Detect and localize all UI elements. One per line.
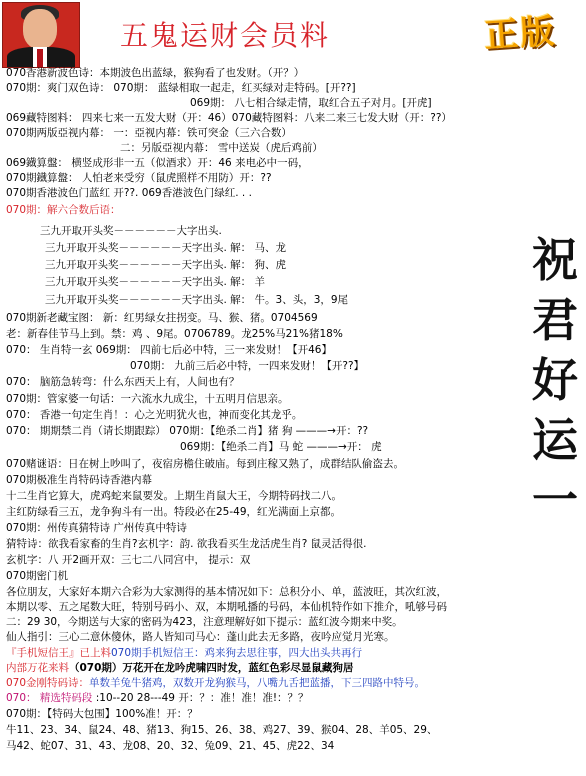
text-line: 069藏特图料： 四来七来一五发大财（开：46）070藏特图料：八来二来三七发大财（开：??）	[6, 112, 452, 124]
text-line: 二：另版亞视内幕： 雪中送炭（虎后鸡前）	[120, 142, 323, 154]
text-line: 三九开取开头奖－－－－－－大字出头.	[40, 225, 222, 237]
text-line: 各位朋友，大家好本期六合彩为大家测得的基本情况如下：总积分小、单，蓝波旺，其次红波，	[6, 586, 447, 598]
text-line: 三九开取开头奖－－－－－－天字出头. 解： 牛。3、头，3，9尾	[45, 294, 349, 306]
text-line: 070期密门机	[6, 570, 69, 582]
text-line-prefix: 070： 精选特码段	[6, 692, 93, 704]
text-line: 070： 生肖特一玄 069期： 四前七后必中特，三一来发财！【开46】	[6, 344, 332, 356]
text-line: 070期： 九前三后必中特，一四来发财！【开??】	[130, 360, 365, 372]
text-line: 070期：【特码大包围】100%准！开：？	[6, 708, 198, 720]
text-line: 老：新春佳节马上到。禁：鸡 、9尾。0706789。龙25%马21%猪18%	[6, 328, 343, 340]
text-line: 070香港新波色诗：本期波色出蓝绿，猴狗看了也发财。（开？）	[6, 67, 305, 79]
text-line: 070期：解六合数后语：	[6, 204, 121, 216]
text-line: 主红防绿看三五，龙争狗斗有一出。特段必在25-49，红光满面上京都。	[6, 506, 342, 518]
text-line-prefix: 070金刚特码诗：	[6, 677, 90, 689]
text-line: 070期：州传真猜特诗 广州传真中特诗	[6, 522, 187, 534]
text-line: 三九开取开头奖－－－－－－天字出头. 解： 马、龙	[45, 242, 287, 254]
text-line: 三九开取开头奖－－－－－－天字出头. 解： 羊	[45, 276, 266, 288]
text-line: 三九开取开头奖－－－－－－天字出头. 解： 狗、虎	[45, 259, 287, 271]
page-title: 五鬼运财会员料	[120, 19, 331, 52]
text-line-prefix: 『手机短信王』已上料	[6, 647, 111, 659]
text-line-body: 070期手机短信王：鸡来狗去思往事，四大出头共再行	[111, 647, 363, 659]
text-line: 070期香港波色门蓝红 开??. 069香港波色门绿红. . .	[6, 187, 252, 199]
text-line: 马42、蛇07、31、43、龙08、20、32、兔09、21、45、虎22、34	[6, 740, 335, 752]
text-line: 070： 期期禁二肖（请长期跟踪） 070期：【绝杀二肖】猪 狗 ———→开：??	[6, 425, 369, 437]
avatar	[2, 2, 80, 68]
text-line: 070期新老藏宝图： 新：红男绿女拄拐变。马、猴、猪。0704569	[6, 312, 318, 324]
text-line: 070期：爽门双色诗： 070期： 蓝绿相取一起走，红买绿对走特码。[开??]	[6, 82, 356, 94]
text-line: 070期鐡算盤： 人怕老来受穷（鼠虎照样不用防）开：??	[6, 172, 272, 184]
text-line: 070： 脑筋急转弯：什么东西天上有，人间也有？	[6, 376, 240, 388]
text-line	[6, 646, 362, 660]
text-line: 070期：管家婆一句话：一六流水九成尘，十五明月信思亲。	[6, 393, 289, 405]
text-line: 069鐡算盤： 横竖成形非一五（似酒求）开：46 来电必中一码，	[6, 157, 309, 169]
text-line-body: （070期）万花开在龙吟虎啸四时发，蓝红色彩尽显鼠藏狗居	[69, 662, 354, 674]
text-line: 069期： 八七相合绿走情，取红合五子对月。[开虎]	[190, 97, 432, 109]
text-line: 069期：【绝杀二肖】马 蛇 ———→开： 虎	[180, 441, 382, 453]
text-line: 070赌谜语：日在树上吵叫了，夜宿房檐住破庙。每到庄稼又熟了，成群结队偷盗去。	[6, 458, 405, 470]
text-line: 玄机字：八 开2画开双：三七二八同宫中， 提示：双	[6, 554, 251, 566]
text-line: 十二生肖它算大，虎鸡蛇来鼠要发。上期生肖鼠大王，今期特码找二八。	[6, 490, 342, 502]
text-line-body: 单数羊兔牛猪鸡，双数开龙狗猴马，八嘴九舌把蓝播，下三四路中特号。	[89, 677, 426, 689]
text-line: 070期极准生肖特码诗香港内幕	[6, 474, 153, 486]
good-luck-vertical-text: 祝 君 好 运 一	[532, 233, 578, 527]
text-line: 070期两版亞视内幕： 一：亞视内幕：铁可突金（三六合数）	[6, 127, 292, 139]
text-line: 猜特诗：欲我看家畜的生肖?玄机字：韵. 欲我看买生龙活虎生肖? 鼠灵活得很.	[6, 538, 367, 550]
text-line: 本期以零、五之尾数大旺，特别号码小、双，本期吼播的号码，本仙机特作如下推介，吼够号码	[6, 601, 447, 613]
authentic-badge: 正版	[482, 11, 558, 57]
text-line	[6, 676, 425, 690]
text-line	[6, 661, 353, 675]
text-line-body: :10--20 28---49 开：？：准！准！准!：？？	[92, 692, 309, 704]
text-line: 070： 香港一句定生肖！：心之光明犹火也，神而变化其龙乎。	[6, 409, 303, 421]
text-line: 牛11、23、34、鼠24、48、猪13、狗15、26、38、鸡27、39、猴04、28、羊05、29、	[6, 724, 438, 736]
text-line-prefix: 内部万花来料	[6, 662, 69, 674]
text-line	[6, 691, 309, 705]
text-line: 仙人指引：三心二意休傻休，路人皆知司马心：蓬山此去无多路，夜吟应觉月光寒。	[6, 631, 395, 643]
text-line: 二：29 30，今期送与大家的密码为423，注意理解好如下提示：蓝红波今期来中奖。	[6, 616, 403, 628]
